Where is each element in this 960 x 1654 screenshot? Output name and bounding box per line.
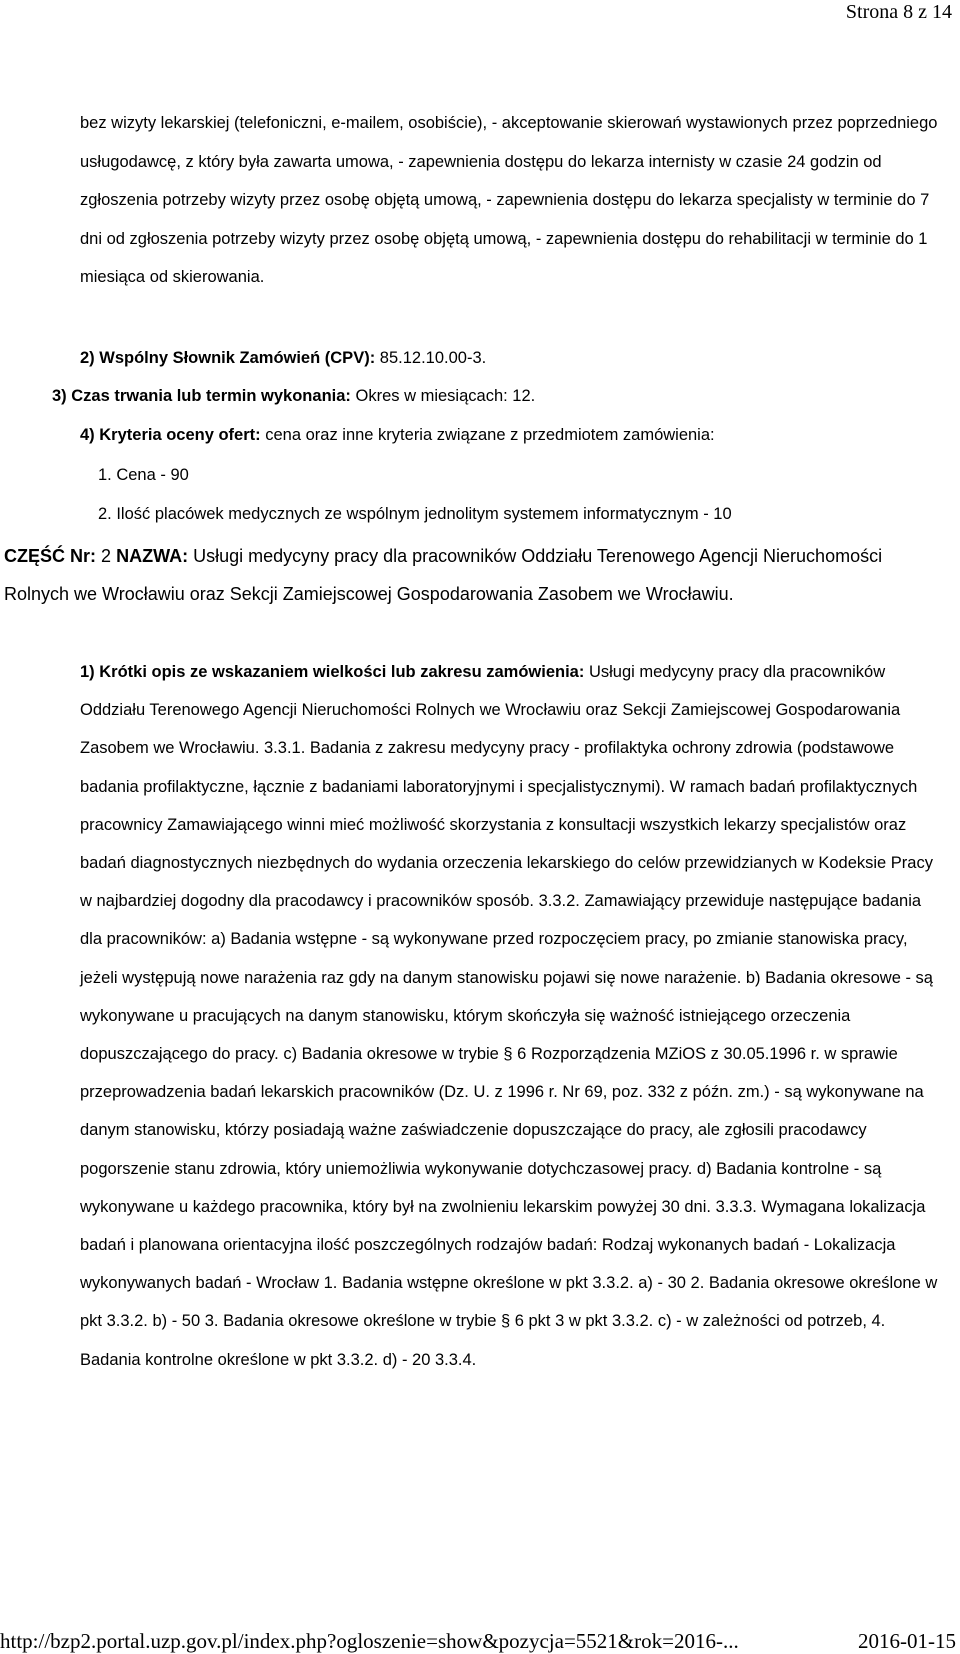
part-name: Usługi medycyny pracy dla pracowników Oddziału Terenowego Agencji Nieruchomości Rolnych we Wrocławiu oraz Sekcji Zamiejscowej Gospodarowania Zasobem we Wrocławiu. xyxy=(4,546,883,605)
footer-date: 2016-01-15 xyxy=(858,1629,956,1653)
part-number: 2 xyxy=(101,546,112,566)
description-label: 1) Krótki opis ze wskazaniem wielkości lub zakresu zamówienia: xyxy=(80,663,585,681)
criteria-value: cena oraz inne kryteria związane z przedmiotem zamówienia: xyxy=(265,426,715,444)
criteria-label: 4) Kryteria oceny ofert: xyxy=(80,426,261,444)
cpv-line xyxy=(80,346,486,370)
part-nr-label: Nr: xyxy=(70,546,97,566)
footer-url: http://bzp2.portal.uzp.gov.pl/index.php?ogloszenie=show&pozycja=5521&rok=2016-... xyxy=(0,1629,739,1653)
criteria-item: 1. Cena - 90 xyxy=(98,466,189,484)
duration-label: 3) Czas trwania lub termin wykonania: xyxy=(52,387,351,405)
part-name-label: NAZWA: xyxy=(116,546,189,566)
cpv-value: 85.12.10.00-3. xyxy=(379,349,487,367)
description-text: Usługi medycyny pracy dla pracowników Oddziału Terenowego Agencji Nieruchomości Rolnych we Wrocławiu oraz Sekcji Zamiejscowej Gospodarowania Zasobem we Wrocławiu. 3.3.1. Badania z zakresu medycyny pracy - profilaktyka ochrony zdrowia (podstawowe badania profilaktyczne, łącznie z badaniami laboratoryjnymi i specjalistycznymi). W ramach badań profilaktycznych pracownicy Zamawiającego winni mieć możliwość skorzystania z konsultacji wszystkich lekarzy specjalistów oraz badań diagnostycznych niezbędnych do wydania orzeczenia lekarskiego do celów przewidzianych w Kodeksie Pracy w najbardziej dogodny dla pracodawcy i pracowników sposób. 3.3.2. Zamawiający przewiduje następujące badania dla pracowników: a) Badania wstępne - są wykonywane przed rozpoczęciem pracy, po zmianie stanowiska pracy, jeżeli występują nowe narażenia raz gdy na danym stanowisku pojawi się nowe narażenie. b) Badania okresowe - są wykonywane u pracujących na danym stanowisku, którym skończyła się ważność istniejącego orzeczenia dopuszczającego do pracy. c) Badania okresowe w trybie § 6 Rozporządzenia MZiOS z 30.05.1996 r. w sprawie przeprowadzenia badań lekarskich pracowników (Dz. U. z 1996 r. Nr 69, poz. 332 z późn. zm.) - są wykonywane na danym stanowisku, którzy posiadają ważne zaświadczenie dopuszczające do pracy, ale zgłosili pracodawcy pogorszenie stanu zdrowia, który uniemożliwia wykonywanie dotychczasowej pracy. d) Badania kontrolne - są wykonywane u każdego pracownika, który był na zwolnieniu lekarskim powyżej 30 dni. 3.3.3. Wymagana lokalizacja badań i planowana orientacyjna ilość poszczególnych rodzajów badań: Rodzaj wykonanych badań - Lokalizacja wykonywanych badań - Wrocław 1. Badania wstępne określone w pkt 3.3.2. a) - 30 2. Badania okresowe określone w pkt 3.3.2. b) - 50 3. Badania okresowe określone w trybie § 6 pkt 3 w pkt 3.3.2. c) - w zależności od potrzeb, 4. Badania kontrolne określone w pkt 3.3.2. d) - 20 3.3.4. xyxy=(80,663,938,1369)
duration-value: Okres w miesiącach: 12. xyxy=(355,387,536,405)
criteria-item: 2. Ilość placówek medycznych ze wspólnym jednolitym systemem informatycznym - 10 xyxy=(98,505,732,523)
duration-line xyxy=(52,384,535,408)
intro-paragraph: bez wizyty lekarskiej (telefoniczni, e-mailem, osobiście), - akceptowanie skierowań wystawionych przez poprzedniego usługodawcę, z który była zawarta umowa, - zapewnienia dostępu do lekarza internisty w czasie 24 godzin od zgłoszenia potrzeby wizyty przez osobę objętą umową, - zapewnienia dostępu do lekarza specjalisty w terminie do 7 dni od zgłoszenia potrzeby wizyty przez osobę objętą umową, - zapewnienia dostępu do rehabilitacji w terminie do 1 miesiąca od skierowania. xyxy=(80,114,938,287)
part-heading xyxy=(4,537,949,613)
part-label: CZĘŚĆ xyxy=(4,546,66,566)
page-number: Strona 8 z 14 xyxy=(845,1,952,23)
description-paragraph xyxy=(80,653,945,1379)
cpv-label: 2) Wspólny Słownik Zamówień (CPV): xyxy=(80,349,376,367)
criteria-line xyxy=(80,423,715,447)
page-footer xyxy=(0,1628,960,1654)
